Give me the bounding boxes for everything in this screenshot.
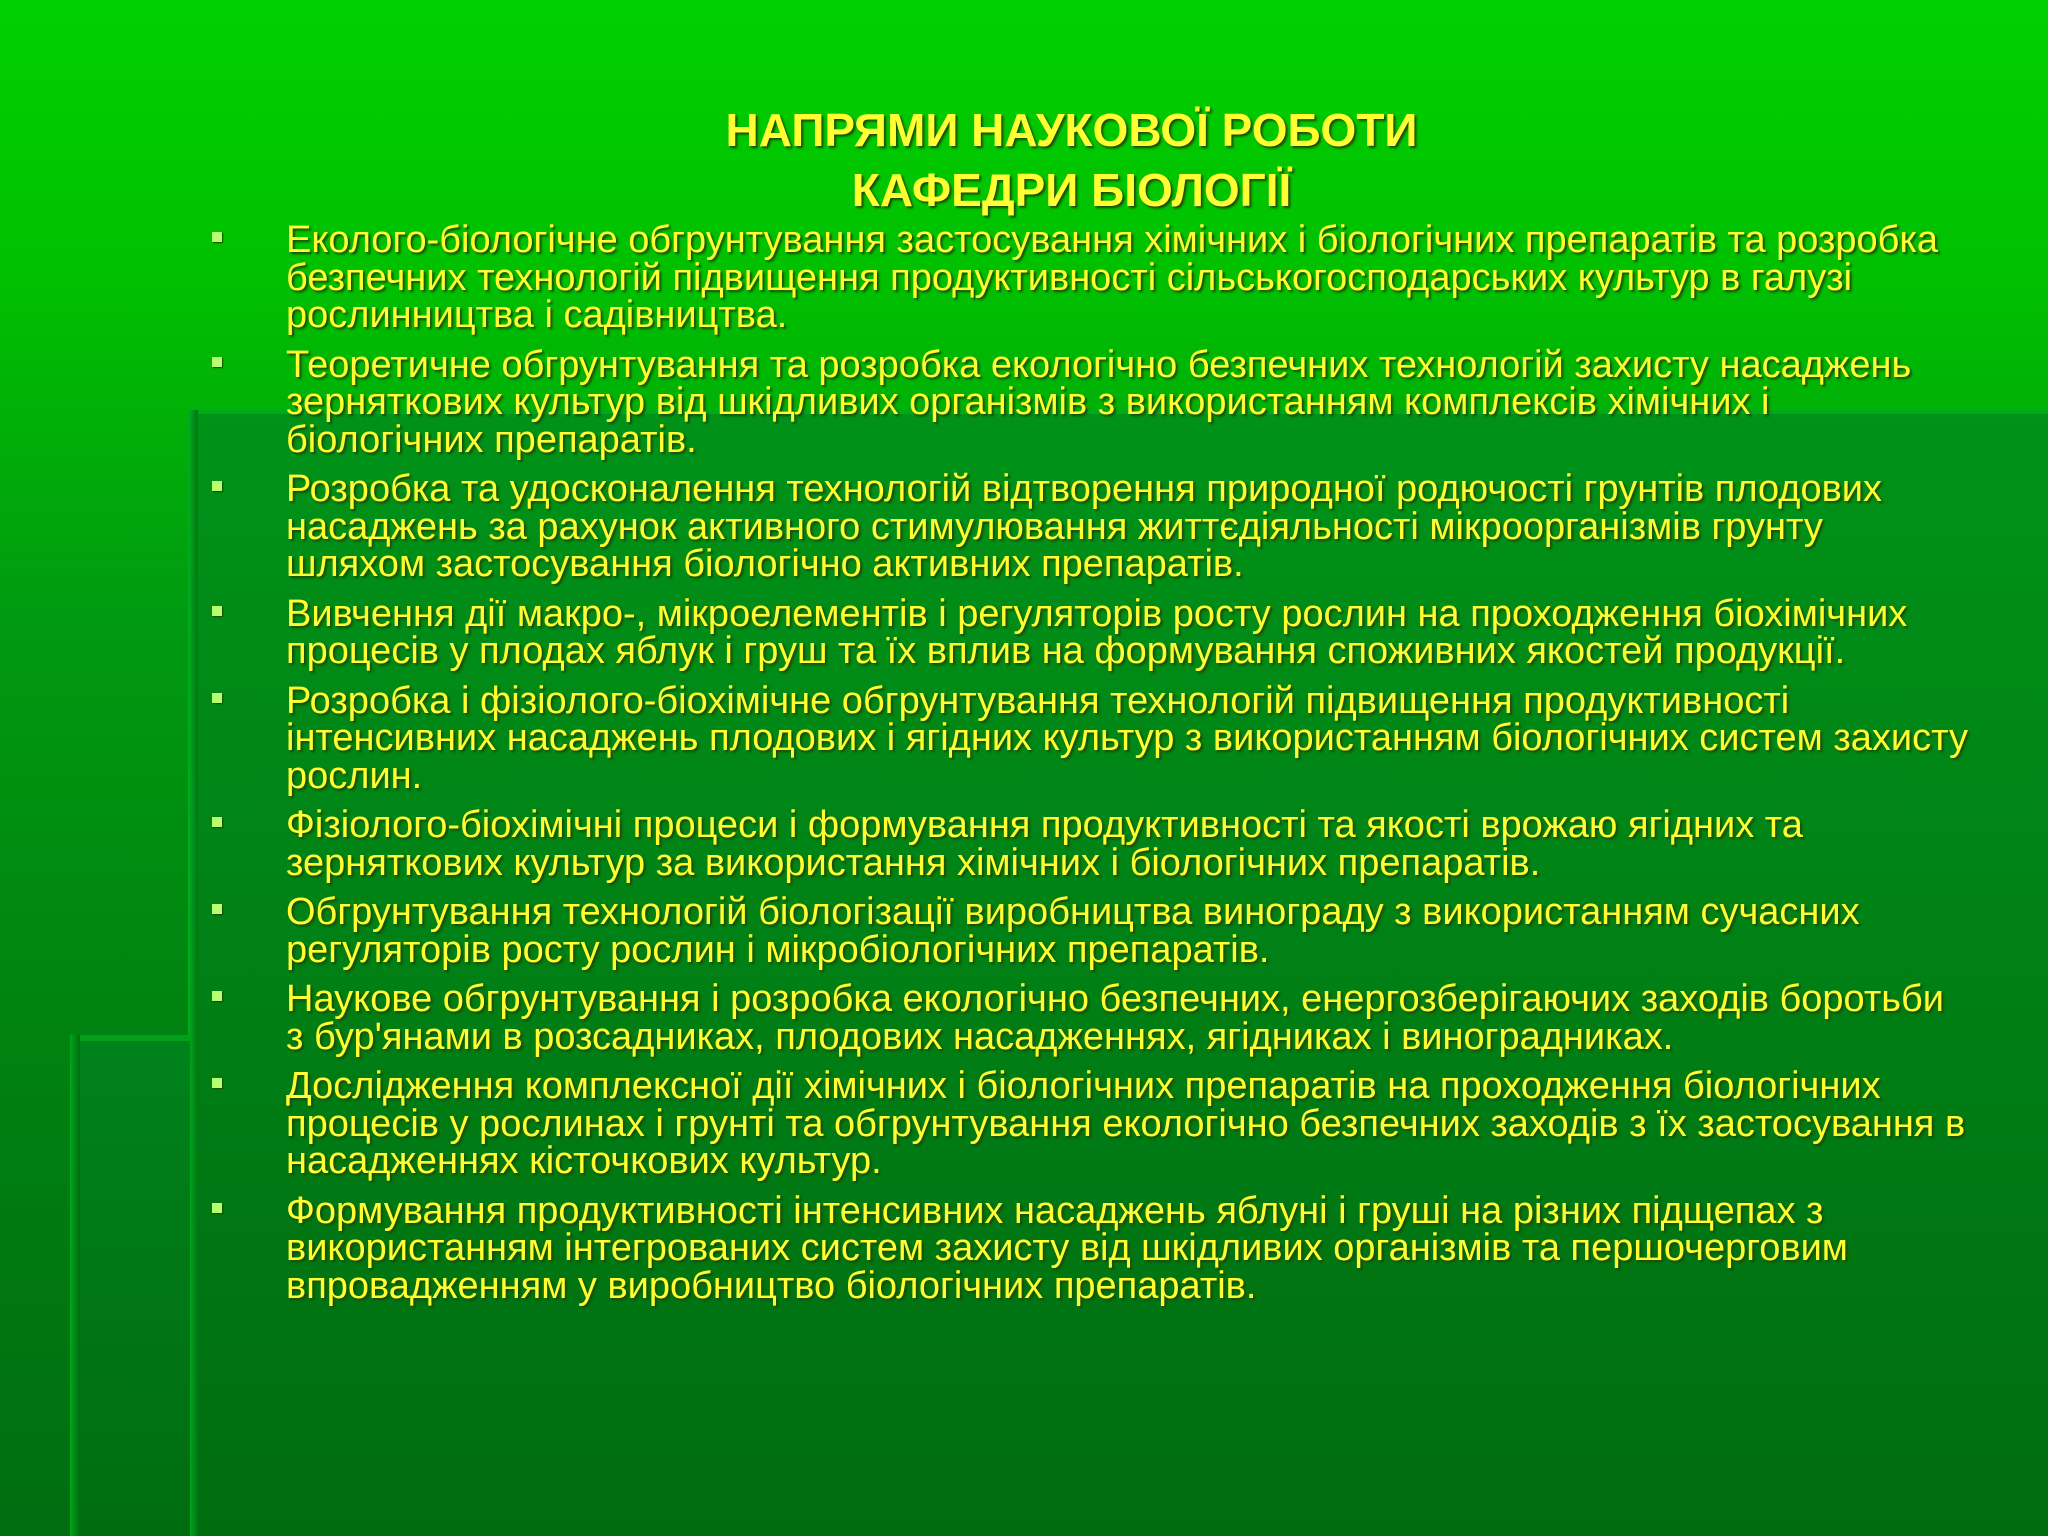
bullet-item (210, 468, 1970, 585)
square-bullet-icon (212, 991, 222, 1001)
slide-title-line-2: КАФЕДРИ БІОЛОГІЇ (851, 164, 1292, 216)
decorative-panel-lower (70, 1035, 190, 1536)
bullet-text: Еколого-біологічне обгрунтування застосування хімічних і біологічних препаратів та розробка безпечних технологій підвищення продуктивності сільськогосподарських культур в галузі рослинництва і садівництва. (286, 219, 1939, 336)
bullet-text: Формування продуктивності інтенсивних насаджень яблуні і груші на різних підщепах з використанням інтегрованих систем захисту від шкідливих організмів та першочерговим впровадженням у виробництво біологічних препаратів. (286, 1189, 1848, 1307)
square-bullet-icon (212, 481, 222, 491)
bullet-list (210, 219, 1970, 1317)
bullet-item (210, 1065, 1970, 1182)
slide-title-line-1: НАПРЯМИ НАУКОВОЇ РОБОТИ (725, 104, 1418, 156)
bullet-text: Дослідження комплексної дії хімічних і біологічних препаратів на проходження біологічних процесів у рослинах і грунті та обгрунтування екологічно безпечних заходів з їх застосування в насадженнях кісточкових культур. (286, 1065, 1966, 1182)
bullet-item (210, 1189, 1970, 1307)
bullet-text: Наукове обгрунтування і розробка екологічно безпечних, енергозберігаючих заходів боротьби з бур'янами в розсадниках, плодових насадженнях, ягідниках і виноградниках. (286, 978, 1945, 1058)
bullet-item (210, 978, 1970, 1058)
bullet-text: Обгрунтування технологій біологізації виробництва винограду з використанням сучасних регуляторів росту рослин і мікробіологічних препаратів. (286, 891, 1860, 971)
square-bullet-icon (212, 1203, 222, 1213)
decorative-panel-lower-edge (70, 1035, 190, 1041)
square-bullet-icon (212, 232, 222, 242)
bullet-text: Вивчення дії макро-, мікроелементів і регуляторів росту рослин на проходження біохімічних процесів у плодах яблук і груш та їх вплив на формування споживних якостей продукції. (286, 592, 1908, 672)
bullet-item (210, 679, 1970, 797)
square-bullet-icon (212, 817, 222, 827)
bullet-text: Теоретичне обгрунтування та розробка екологічно безпечних технологій захисту насаджень зерняткових культур від шкідливих організмів з використанням комплексів хімічних і біологічних препаратів. (286, 343, 1912, 461)
bullet-item (210, 592, 1970, 672)
slide-title (0, 100, 2048, 220)
square-bullet-icon (212, 693, 222, 703)
decorative-panel-lower-edge (70, 1035, 80, 1536)
bullet-text: Розробка та удосконалення технологій відтворення природної родючості грунтів плодових насаджень за рахунок активного стимулювання життєдіяльності мікроорганізмів грунту шляхом застосування біологічно активних препаратів. (286, 468, 1882, 585)
bullet-text: Фізіолого-біохімічні процеси і формування продуктивності та якості врожаю ягідних та зерняткових культур за використання хімічних і біологічних препаратів. (286, 804, 1803, 884)
square-bullet-icon (212, 606, 222, 616)
bullet-item (210, 343, 1970, 461)
bullet-item (210, 219, 1970, 336)
square-bullet-icon (212, 904, 222, 914)
bullet-item (210, 891, 1970, 971)
square-bullet-icon (212, 1078, 222, 1088)
bullet-item (210, 804, 1970, 884)
square-bullet-icon (212, 357, 222, 367)
bullet-text: Розробка і фізіолого-біохімічне обгрунтування технологій підвищення продуктивності інтенсивних насаджень плодових і ягідних культур з використанням біологічних систем захисту рослин. (286, 679, 1968, 797)
